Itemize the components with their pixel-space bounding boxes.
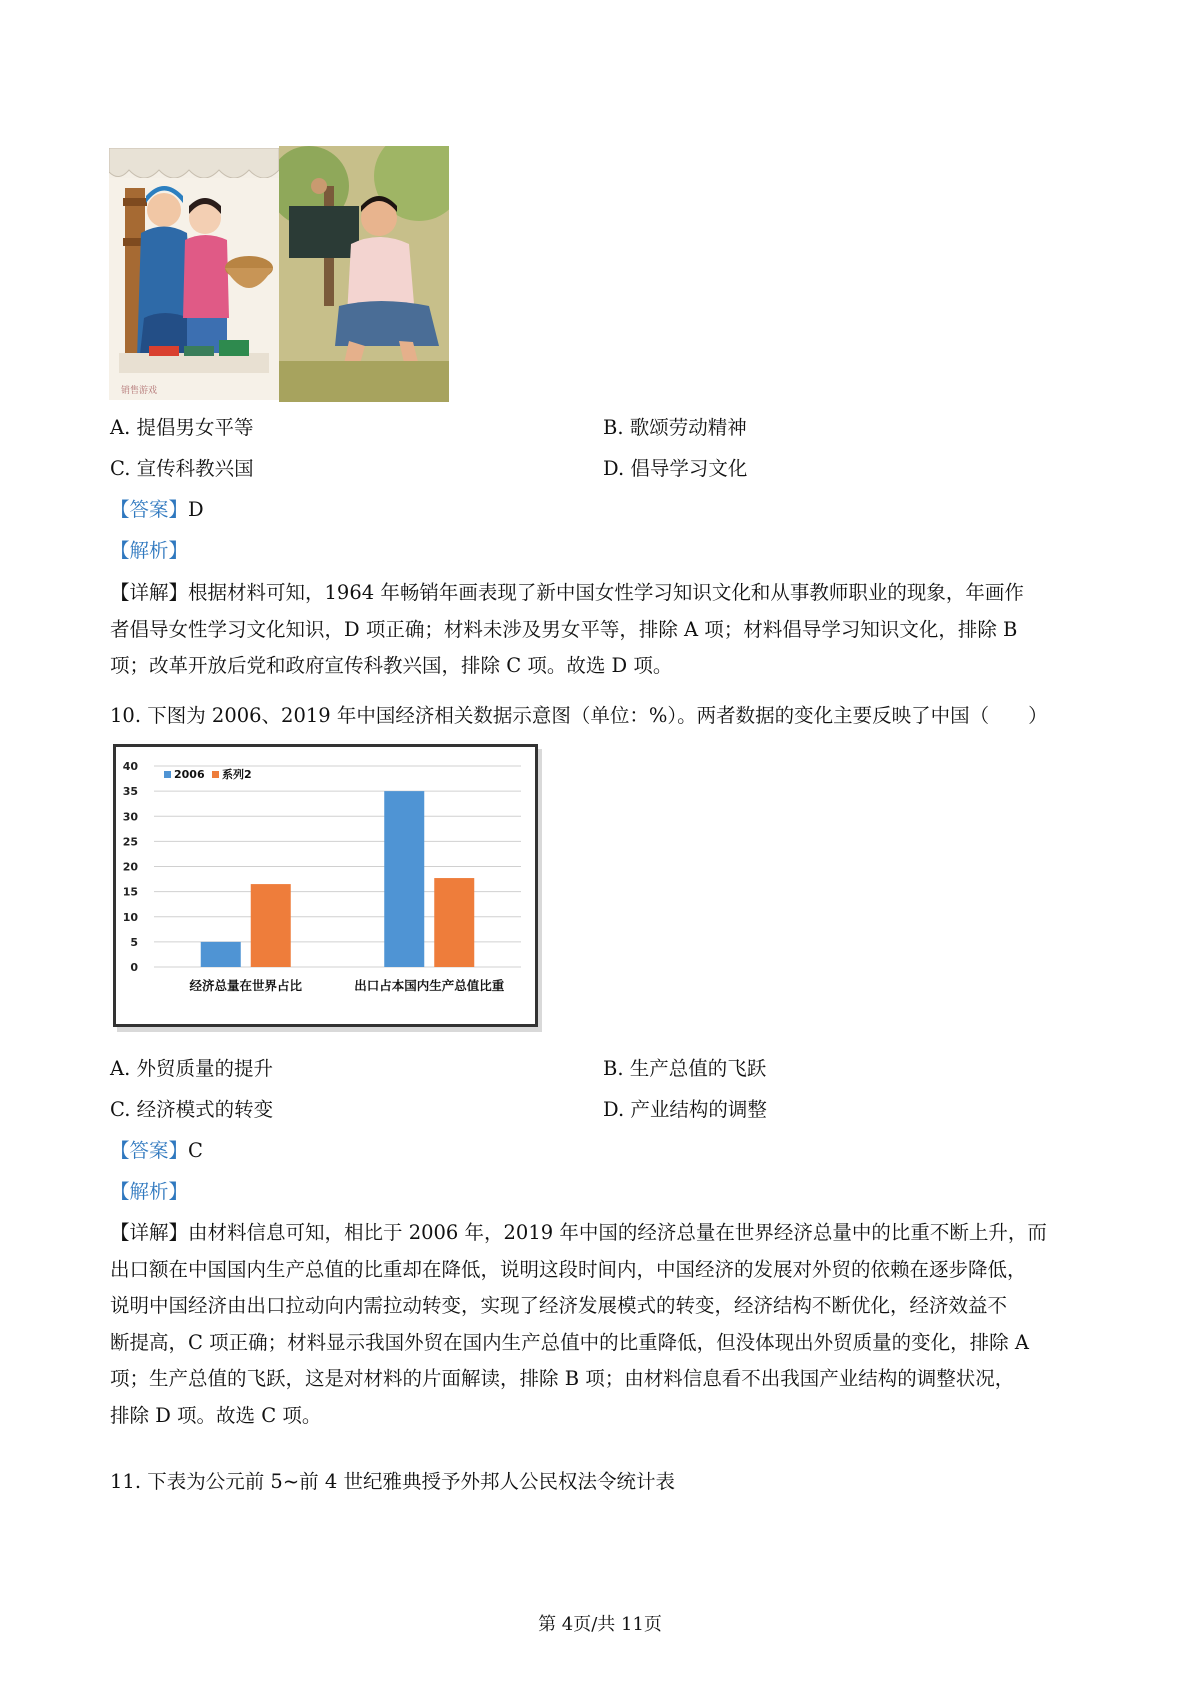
- detail-line: 【详解】根据材料可知，1964 年畅销年画表现了新中国女性学习知识文化和从事教师职业的现象，年画作: [110, 581, 1024, 604]
- option-d: D. 产业结构的调整: [603, 1098, 767, 1121]
- chart-svg: [116, 747, 535, 1024]
- question-11-stem: 11. 下表为公元前 5~前 4 世纪雅典授予外邦人公民权法令统计表: [110, 1470, 675, 1493]
- answer-line: [110, 1137, 203, 1165]
- legend-swatch: [164, 771, 171, 778]
- y-tick-label: 10: [122, 910, 138, 924]
- answer-line: [110, 496, 204, 524]
- bar: [384, 791, 424, 967]
- bar: [434, 878, 474, 967]
- detail-paragraph-q10: [110, 1215, 1100, 1434]
- answer-value: D: [188, 498, 204, 521]
- y-tick-label: 35: [122, 785, 138, 799]
- question-10-stem: 10. 下图为 2006、2019 年中国经济相关数据示意图（单位：%）。两者数据的变化主要反映了中国（ ）: [110, 704, 1048, 727]
- page-number: 第 4页/共 11页: [538, 1614, 662, 1635]
- legend-swatch: [212, 771, 219, 778]
- option-d: D. 倡导学习文化: [603, 457, 748, 480]
- x-category-label: 经济总量在世界占比: [189, 978, 303, 993]
- detail-line: 出口额在中国国内生产总值的比重却在降低，说明这段时间内，中国经济的发展对外贸的依赖在逐步降低，: [110, 1257, 1027, 1281]
- bar: [201, 942, 241, 967]
- bar-chart: [113, 744, 538, 1027]
- y-tick-label: 25: [122, 835, 138, 849]
- option-b: B. 生产总值的飞跃: [603, 1057, 767, 1080]
- poster-image-left: [109, 148, 279, 400]
- detail-paragraph-q9: [110, 575, 1100, 685]
- option-a: A. 外贸质量的提升: [110, 1057, 273, 1080]
- analysis-label: 【解析】: [110, 1180, 189, 1203]
- option-b: B. 歌颂劳动精神: [603, 416, 747, 439]
- detail-line: 者倡导女性学习文化知识，D 项正确；材料未涉及男女平等，排除 A 项；材料倡导学习知识文化，排除 B: [110, 617, 1018, 641]
- option-a: A. 提倡男女平等: [110, 416, 254, 439]
- y-tick-label: 5: [130, 935, 138, 949]
- x-category-label: 出口占本国内生产总值比重: [354, 978, 505, 993]
- analysis-label: 【解析】: [110, 539, 189, 562]
- svg-text:销售游戏: 销售游戏: [121, 386, 158, 396]
- detail-line: 【详解】由材料信息可知，相比于 2006 年，2019 年中国的经济总量在世界经济总量中的比重不断上升，而: [110, 1221, 1047, 1244]
- y-tick-label: 15: [122, 885, 138, 899]
- detail-line: 项；改革开放后党和政府宣传科教兴国，排除 C 项。故选 D 项。: [110, 654, 673, 677]
- answer-label: 【答案】: [110, 498, 189, 521]
- y-tick-label: 0: [130, 961, 138, 974]
- y-tick-label: 40: [122, 760, 138, 773]
- answer-label: 【答案】: [110, 1139, 189, 1162]
- bar: [251, 884, 291, 967]
- option-c: C. 经济模式的转变: [110, 1098, 274, 1121]
- detail-line: 断提高，C 项正确；材料显示我国外贸在国内生产总值中的比重降低，但没体现出外贸质量的变化，排除 A: [110, 1330, 1029, 1354]
- detail-line: 说明中国经济由出口拉动向内需拉动转变，实现了经济发展模式的转变，经济结构不断优化，经济效益不: [110, 1294, 1008, 1317]
- y-tick-label: 20: [122, 860, 138, 874]
- answer-value: C: [188, 1139, 203, 1162]
- detail-line: 排除 D 项。故选 C 项。: [110, 1403, 322, 1427]
- legend-label: 2006: [174, 768, 205, 781]
- y-tick-label: 30: [122, 810, 138, 824]
- option-c: C. 宣传科教兴国: [110, 457, 254, 480]
- legend-label: 系列2: [222, 768, 252, 781]
- poster-image-right: [279, 146, 449, 402]
- detail-line: 项；生产总值的飞跃，这是对材料的片面解读，排除 B 项；由材料信息看不出我国产业结构的调整状况，: [110, 1367, 1015, 1390]
